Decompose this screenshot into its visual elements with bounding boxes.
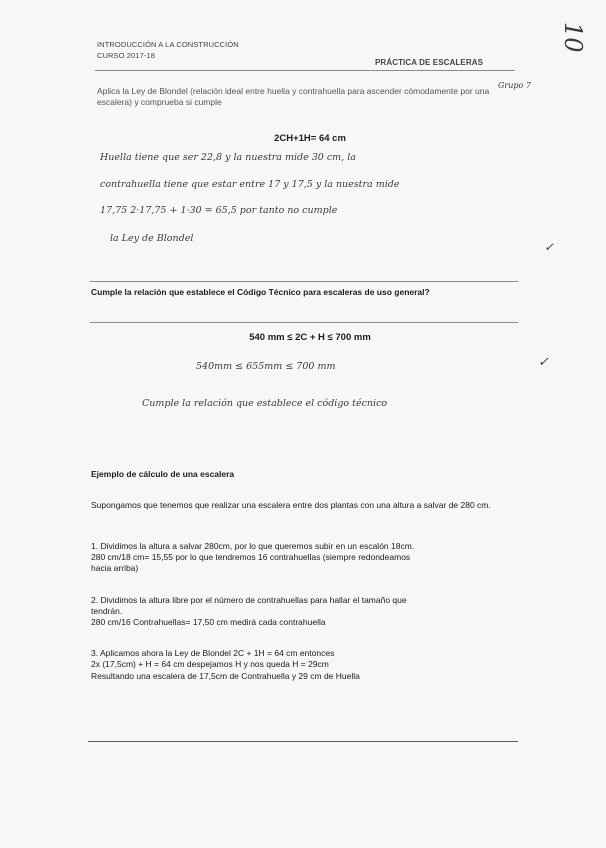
section-rule-1 — [90, 281, 518, 282]
answer-line-2: contrahuella tiene que estar entre 17 y 17,5 y la nuestra mide — [100, 179, 400, 190]
check-mark-2: ✓ — [538, 355, 549, 370]
blondel-formula: 2CH+1H= 64 cm — [274, 133, 346, 144]
codigo-answer-formula: 540mm ≤ 655mm ≤ 700 mm — [196, 361, 336, 372]
bottom-rule — [88, 741, 518, 742]
step3-line-2: 2x (17,5cm) + H = 64 cm despejamos H y nos queda H = 29cm — [91, 659, 329, 669]
example-title: Ejemplo de cálculo de una escalera — [91, 469, 235, 479]
step1-line-1: 1. Dividimos la altura a salvar 280cm, por lo que queremos subir en un escalón 18cm. — [91, 541, 415, 551]
step2-line-1: 2. Dividimos la altura libre por el número de contrahuellas para hallar el tamaño que — [91, 595, 407, 605]
codigo-answer-text: Cumple la relación que establece el código técnico — [142, 398, 388, 409]
step2-line-3: 280 cm/16 Contrahuellas= 17,50 cm medirá cada contrahuella — [91, 617, 326, 627]
answer-line-1: Huella tiene que ser 22,8 y la nuestra mide 30 cm, la — [100, 152, 356, 163]
codigo-formula: 540 mm ≤ 2C + H ≤ 700 mm — [249, 332, 371, 343]
course-title: INTRODUCCIÓN A LA CONSTRUCCIÓN — [97, 40, 239, 49]
answer-line-4: la Ley de Blondel — [110, 233, 194, 244]
group-note: Grupo 7 — [498, 81, 531, 90]
check-mark-1: ✓ — [544, 240, 555, 254]
step3-line-3: Resultando una escalera de 17,5cm de Contrahuella y 29 cm de Huella — [91, 671, 360, 681]
step1-line-2: 280 cm/18 cm= 15,55 por lo que tendremos 16 contrahuellas (siempre redondeamos — [91, 552, 411, 562]
step3-line-1: 3. Aplicamos ahora la Ley de Blondel 2C + 1H = 64 cm entonces — [91, 648, 335, 658]
course-year: CURSO 2017-18 — [97, 51, 155, 60]
example-intro: Supongamos que tenemos que realizar una escalera entre dos plantas con una altura a salvar de 280 cm. — [91, 500, 491, 510]
codigo-question: Cumple la relación que establece el Código Técnico para escaleras de uso general? — [91, 287, 430, 297]
step2-line-2: tendrán. — [91, 606, 123, 616]
blondel-question: Aplica la Ley de Blondel (relación ideal entre huella y contrahuella para ascender cómodamente por una escalera) y comprueba si cumple — [97, 86, 490, 107]
grade-mark: 10 — [559, 22, 587, 53]
header-rule — [95, 70, 515, 71]
step1-line-3: hacia arriba) — [91, 563, 139, 573]
section-rule-2 — [90, 322, 518, 323]
practice-title: PRÁCTICA DE ESCALERAS — [375, 58, 484, 67]
answer-line-3: 17,75 2·17,75 + 1·30 = 65,5 por tanto no cumple — [100, 205, 338, 216]
